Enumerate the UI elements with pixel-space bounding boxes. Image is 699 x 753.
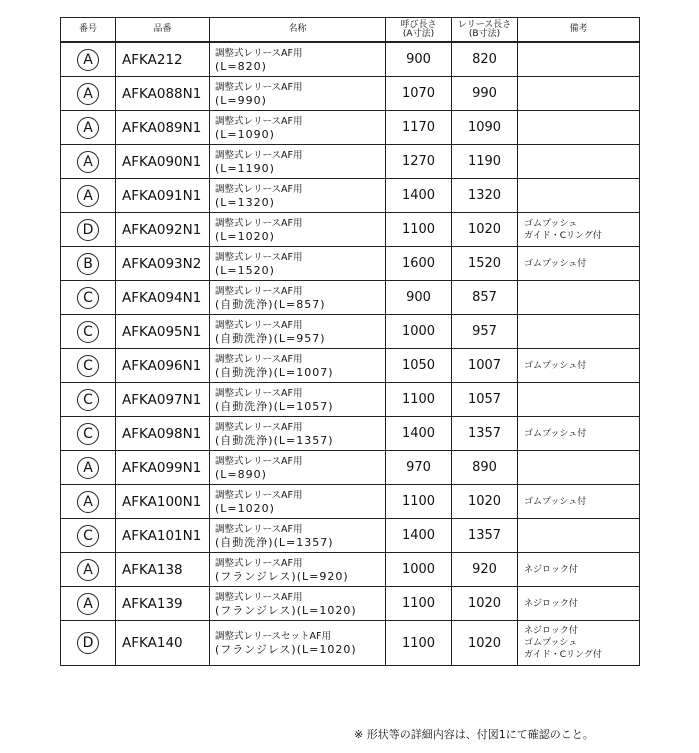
cell-remarks	[518, 553, 640, 587]
remark-line: ゴムプッシュ付	[524, 496, 587, 507]
header-nominal-length	[386, 18, 452, 43]
cell-no	[61, 553, 116, 587]
cell-remarks	[518, 315, 640, 349]
cell-no	[61, 621, 116, 666]
header-remarks: 備考	[518, 18, 640, 43]
cell-remarks	[518, 179, 640, 213]
cell-remarks	[518, 111, 640, 145]
name-line: (自動洗浄)(L=1357)	[215, 433, 334, 447]
remark-line: ガイド・Cリング付	[524, 650, 602, 660]
name-line: 調整式レリースAF用	[215, 183, 303, 195]
cell-remarks	[518, 349, 640, 383]
name-line: 調整式レリースAF用	[215, 47, 303, 59]
cell-name	[210, 42, 386, 77]
cell-part-number: AFKA139	[116, 587, 210, 621]
cell-nominal-length: 1400	[386, 519, 452, 553]
circled-mark: C	[77, 321, 99, 343]
cell-name	[210, 519, 386, 553]
cell-name	[210, 77, 386, 111]
header-release-length-line1: レリース長さ	[457, 19, 512, 30]
remark-line: ゴムプッシュ付	[524, 258, 587, 269]
table-row	[61, 417, 640, 451]
circled-mark: A	[77, 559, 99, 581]
circled-mark: B	[77, 253, 99, 275]
name-line: 調整式レリースセットAF用	[215, 631, 331, 642]
header-nominal-length-line1: 呼び長さ	[400, 19, 437, 30]
table-row	[61, 77, 640, 111]
cell-no	[61, 519, 116, 553]
cell-part-number: AFKA097N1	[116, 383, 210, 417]
name-line: 調整式レリースAF用	[215, 115, 303, 127]
cell-no	[61, 145, 116, 179]
cell-release-length: 857	[452, 281, 518, 315]
cell-release-length: 1020	[452, 621, 518, 666]
cell-no	[61, 281, 116, 315]
header-release-length	[452, 18, 518, 43]
cell-name	[210, 587, 386, 621]
circled-mark: C	[77, 525, 99, 547]
cell-remarks	[518, 77, 640, 111]
name-line: 調整式レリースAF用	[215, 523, 303, 535]
table-row	[61, 451, 640, 485]
table-row	[61, 519, 640, 553]
cell-remarks	[518, 247, 640, 281]
name-line: (L=1020)	[215, 229, 275, 243]
cell-remarks	[518, 42, 640, 77]
name-line: (L=820)	[215, 59, 267, 73]
cell-name	[210, 485, 386, 519]
cell-part-number: AFKA100N1	[116, 485, 210, 519]
table-row	[61, 485, 640, 519]
cell-part-number: AFKA096N1	[116, 349, 210, 383]
name-line: 調整式レリースAF用	[215, 353, 303, 365]
circled-mark: A	[77, 491, 99, 513]
circled-mark: A	[77, 185, 99, 207]
name-line: 調整式レリースAF用	[215, 421, 303, 433]
cell-release-length: 1190	[452, 145, 518, 179]
cell-release-length: 1020	[452, 485, 518, 519]
table-header-row	[61, 18, 640, 43]
name-line: 調整式レリースAF用	[215, 217, 303, 229]
cell-no	[61, 315, 116, 349]
cell-no	[61, 179, 116, 213]
cell-nominal-length: 1400	[386, 179, 452, 213]
header-nominal-length-line2: (A寸法)	[402, 28, 435, 39]
name-line: (L=1520)	[215, 263, 275, 277]
cell-remarks	[518, 451, 640, 485]
cell-name	[210, 553, 386, 587]
cell-no	[61, 247, 116, 281]
cell-name	[210, 315, 386, 349]
name-line: 調整式レリースAF用	[215, 455, 303, 467]
table-row	[61, 145, 640, 179]
cell-name	[210, 247, 386, 281]
name-line: (自動洗浄)(L=1007)	[215, 365, 334, 379]
name-line: (自動洗浄)(L=1057)	[215, 399, 334, 413]
cell-no	[61, 77, 116, 111]
name-line: 調整式レリースAF用	[215, 81, 303, 93]
cell-no	[61, 383, 116, 417]
remark-line: ゴムプッシュ	[524, 638, 578, 648]
cell-release-length: 1357	[452, 417, 518, 451]
table-row	[61, 179, 640, 213]
circled-mark: D	[77, 632, 99, 654]
remark-line: ガイド・Cリング付	[524, 230, 602, 241]
cell-remarks	[518, 383, 640, 417]
cell-name	[210, 383, 386, 417]
cell-name	[210, 111, 386, 145]
cell-part-number: AFKA092N1	[116, 213, 210, 247]
cell-no	[61, 42, 116, 77]
circled-mark: C	[77, 389, 99, 411]
cell-nominal-length: 970	[386, 451, 452, 485]
cell-part-number: AFKA099N1	[116, 451, 210, 485]
name-line: 調整式レリースAF用	[215, 319, 303, 331]
header-no: 番号	[61, 18, 116, 43]
cell-release-length: 1020	[452, 213, 518, 247]
remark-line: ゴムプッシュ	[524, 218, 578, 229]
table-row	[61, 247, 640, 281]
circled-mark: A	[77, 117, 99, 139]
cell-release-length: 1520	[452, 247, 518, 281]
cell-no	[61, 349, 116, 383]
table-row	[61, 315, 640, 349]
cell-name	[210, 179, 386, 213]
cell-no	[61, 485, 116, 519]
remark-line: ネジロック付	[524, 598, 578, 609]
remark-line: ネジロック付	[524, 564, 578, 575]
name-line: 調整式レリースAF用	[215, 285, 303, 297]
cell-release-length: 1057	[452, 383, 518, 417]
cell-nominal-length: 1600	[386, 247, 452, 281]
header-part-number: 品番	[116, 18, 210, 43]
name-line: 調整式レリースAF用	[215, 557, 303, 569]
cell-release-length: 820	[452, 42, 518, 77]
cell-no	[61, 417, 116, 451]
name-line: (L=1320)	[215, 195, 275, 209]
cell-no	[61, 587, 116, 621]
circled-mark: A	[77, 151, 99, 173]
remark-line: ゴムプッシュ付	[524, 360, 587, 371]
cell-release-length: 1007	[452, 349, 518, 383]
header-release-length-line2: (B寸法)	[468, 28, 501, 39]
cell-release-length: 920	[452, 553, 518, 587]
circled-mark: A	[77, 457, 99, 479]
name-line: (フランジレス)(L=1020)	[215, 603, 357, 617]
name-line: (自動洗浄)(L=957)	[215, 331, 326, 345]
cell-release-length: 1090	[452, 111, 518, 145]
cell-no	[61, 213, 116, 247]
cell-part-number: AFKA101N1	[116, 519, 210, 553]
name-line: (自動洗浄)(L=857)	[215, 297, 326, 311]
cell-name	[210, 451, 386, 485]
circled-mark: C	[77, 287, 99, 309]
cell-part-number: AFKA140	[116, 621, 210, 666]
cell-part-number: AFKA089N1	[116, 111, 210, 145]
name-line: (自動洗浄)(L=1357)	[215, 535, 334, 549]
cell-release-length: 1320	[452, 179, 518, 213]
cell-name	[210, 621, 386, 666]
table-row	[61, 383, 640, 417]
header-name: 名称	[210, 18, 386, 43]
circled-mark: C	[77, 423, 99, 445]
cell-remarks	[518, 417, 640, 451]
table-row	[61, 349, 640, 383]
cell-name	[210, 213, 386, 247]
table-row	[61, 213, 640, 247]
name-line: (L=1020)	[215, 501, 275, 515]
table-row	[61, 621, 640, 666]
cell-part-number: AFKA098N1	[116, 417, 210, 451]
name-line: (L=990)	[215, 93, 267, 107]
cell-part-number: AFKA088N1	[116, 77, 210, 111]
name-line: 調整式レリースAF用	[215, 387, 303, 399]
cell-part-number: AFKA138	[116, 553, 210, 587]
table-body	[61, 42, 640, 666]
table-row	[61, 553, 640, 587]
table-row	[61, 42, 640, 77]
name-line: 調整式レリースAF用	[215, 591, 303, 603]
circled-mark: A	[77, 593, 99, 615]
name-line: (フランジレス)(L=920)	[215, 569, 349, 583]
cell-release-length: 1020	[452, 587, 518, 621]
cell-nominal-length: 1170	[386, 111, 452, 145]
footnote: ※ 形状等の詳細内容は、付図1にて確認のこと。	[354, 728, 594, 741]
circled-mark: D	[77, 219, 99, 241]
cell-nominal-length: 1000	[386, 553, 452, 587]
cell-nominal-length: 1270	[386, 145, 452, 179]
cell-nominal-length: 1400	[386, 417, 452, 451]
cell-nominal-length: 1100	[386, 485, 452, 519]
circled-mark: A	[77, 49, 99, 71]
cell-no	[61, 451, 116, 485]
cell-remarks	[518, 519, 640, 553]
parts-table	[60, 17, 640, 666]
cell-nominal-length: 1070	[386, 77, 452, 111]
cell-part-number: AFKA093N2	[116, 247, 210, 281]
cell-part-number: AFKA090N1	[116, 145, 210, 179]
cell-nominal-length: 1100	[386, 587, 452, 621]
cell-release-length: 957	[452, 315, 518, 349]
name-line: 調整式レリースAF用	[215, 251, 303, 263]
cell-release-length: 1357	[452, 519, 518, 553]
cell-nominal-length: 1100	[386, 383, 452, 417]
remark-line: ゴムプッシュ付	[524, 428, 587, 439]
cell-nominal-length: 900	[386, 281, 452, 315]
cell-nominal-length: 1000	[386, 315, 452, 349]
cell-nominal-length: 900	[386, 42, 452, 77]
cell-remarks	[518, 145, 640, 179]
name-line: (フランジレス)(L=1020)	[215, 643, 357, 656]
table-row	[61, 587, 640, 621]
name-line: 調整式レリースAF用	[215, 489, 303, 501]
name-line: (L=1090)	[215, 127, 275, 141]
cell-remarks	[518, 587, 640, 621]
cell-name	[210, 281, 386, 315]
cell-remarks	[518, 213, 640, 247]
name-line: (L=890)	[215, 467, 267, 481]
cell-remarks	[518, 485, 640, 519]
cell-nominal-length: 1100	[386, 621, 452, 666]
cell-name	[210, 349, 386, 383]
cell-no	[61, 111, 116, 145]
cell-part-number: AFKA091N1	[116, 179, 210, 213]
cell-part-number: AFKA212	[116, 42, 210, 77]
cell-release-length: 990	[452, 77, 518, 111]
cell-name	[210, 145, 386, 179]
circled-mark: C	[77, 355, 99, 377]
cell-part-number: AFKA094N1	[116, 281, 210, 315]
cell-part-number: AFKA095N1	[116, 315, 210, 349]
cell-remarks	[518, 621, 640, 666]
cell-remarks	[518, 281, 640, 315]
name-line: (L=1190)	[215, 161, 275, 175]
circled-mark: A	[77, 83, 99, 105]
name-line: 調整式レリースAF用	[215, 149, 303, 161]
cell-nominal-length: 1050	[386, 349, 452, 383]
cell-release-length: 890	[452, 451, 518, 485]
cell-name	[210, 417, 386, 451]
remark-line: ネジロック付	[524, 626, 578, 636]
cell-nominal-length: 1100	[386, 213, 452, 247]
table-row	[61, 111, 640, 145]
table-row	[61, 281, 640, 315]
